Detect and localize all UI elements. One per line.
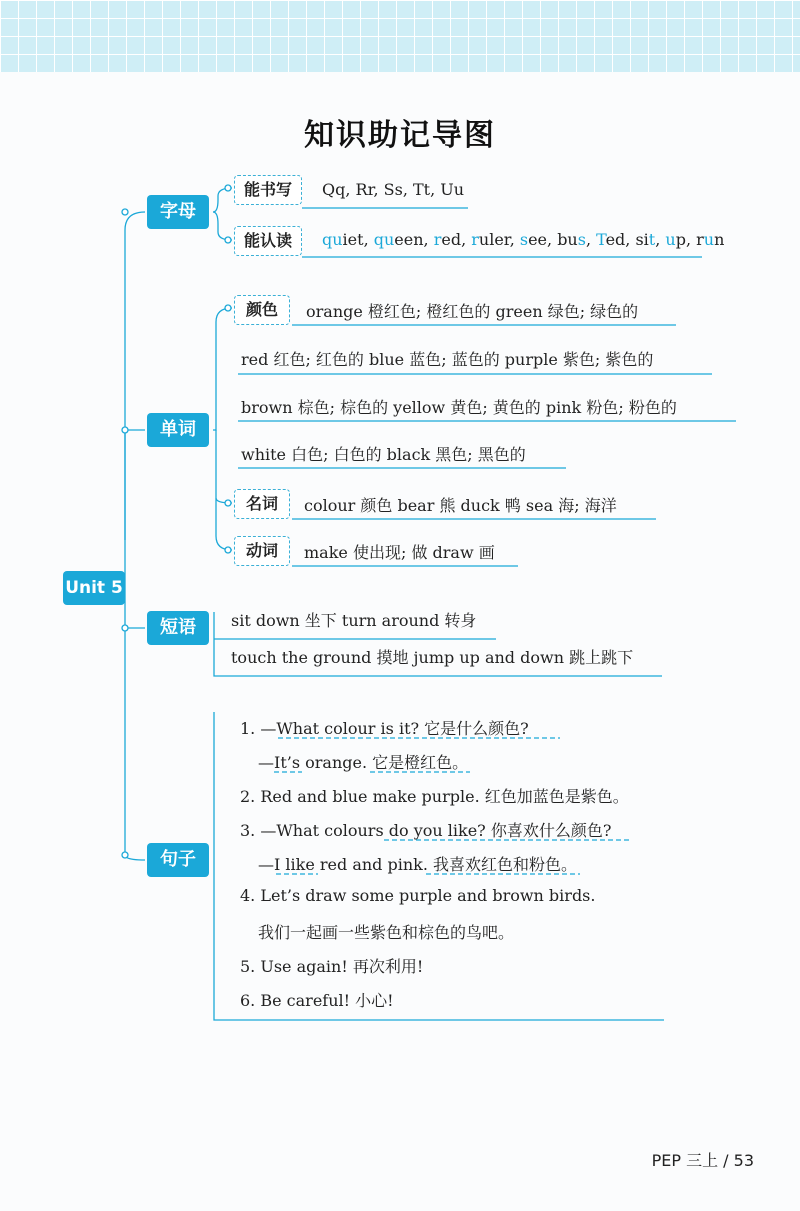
category-letters: 字母 xyxy=(147,195,209,229)
page-title: 知识助记导图 xyxy=(304,118,496,153)
sentence-4a: 4. Let’s draw some purple and brown birds. xyxy=(240,886,596,905)
read-word-rest: n xyxy=(714,230,725,249)
noun-text: colour 颜色 bear 熊 duck 鸭 sea 海; 海洋 xyxy=(304,496,617,515)
sentence-2: 2. Red and blue make purple. 红色加蓝色是紫色。 xyxy=(240,787,629,806)
color-line-3: brown 棕色; 棕色的 yellow 黄色; 黄色的 pink 粉色; 粉色的 xyxy=(241,398,677,417)
category-phrases: 短语 xyxy=(147,611,209,645)
color-line-2: red 红色; 红色的 blue 蓝色; 蓝色的 purple 紫色; 紫色的 xyxy=(241,350,654,369)
category-sentences: 句子 xyxy=(147,843,209,877)
read-word-rest: uler, xyxy=(478,230,520,249)
verb-text: make 使出现; 做 draw 画 xyxy=(304,543,495,562)
read-word-highlight: r xyxy=(433,230,442,249)
sentence-4b: 我们一起画一些紫色和棕色的鸟吧。 xyxy=(258,923,515,942)
read-word-highlight: qu xyxy=(373,230,395,249)
read-word-highlight: u xyxy=(703,230,715,249)
read-word-highlight: s xyxy=(577,230,586,249)
sentence-1a: 1. —What colour is it? 它是什么颜色? xyxy=(240,719,529,738)
unit-tag: Unit 5 xyxy=(63,571,125,605)
page-footer: PEP 三上 / 53 xyxy=(651,1151,754,1170)
letters-read-label: 能认读 xyxy=(234,226,302,256)
phrase-line-1: sit down 坐下 turn around 转身 xyxy=(231,611,477,630)
sentence-5: 5. Use again! 再次利用! xyxy=(240,957,424,976)
read-word-rest: iet, xyxy=(342,230,374,249)
read-word-highlight: u xyxy=(665,230,676,249)
letters-read-text xyxy=(322,230,724,249)
read-word-rest: ee, bu xyxy=(528,230,578,249)
read-word-highlight: s xyxy=(519,230,529,249)
read-word-highlight: qu xyxy=(322,230,343,249)
color-line-1: orange 橙红色; 橙红色的 green 绿色; 绿色的 xyxy=(306,302,639,321)
sentence-3b: —I like red and pink. 我喜欢红色和粉色。 xyxy=(258,855,578,874)
read-word-rest: ed, si xyxy=(605,230,649,249)
read-word-rest: ed, xyxy=(441,230,472,249)
phrase-line-2: touch the ground 摸地 jump up and down 跳上跳下 xyxy=(231,648,634,667)
read-word-rest: , xyxy=(655,230,666,249)
read-word-rest: , xyxy=(585,230,597,249)
read-word-highlight: T xyxy=(596,230,606,249)
letters-write-label: 能书写 xyxy=(234,175,302,205)
words-color-label: 颜色 xyxy=(234,295,290,325)
color-line-4: white 白色; 白色的 black 黑色; 黑色的 xyxy=(241,445,526,464)
sentence-6: 6. Be careful! 小心! xyxy=(240,991,394,1010)
words-verb-label: 动词 xyxy=(234,536,290,566)
read-word-rest: een, xyxy=(394,230,434,249)
letters-write-text: Qq, Rr, Ss, Tt, Uu xyxy=(322,180,465,199)
sentence-1b: —It’s orange. 它是橙红色。 xyxy=(258,753,469,772)
read-word-highlight: t xyxy=(648,230,656,249)
read-word-rest: p, r xyxy=(675,230,704,249)
category-words: 单词 xyxy=(147,413,209,447)
read-word-highlight: r xyxy=(471,230,479,249)
sentence-3a: 3. —What colours do you like? 你喜欢什么颜色? xyxy=(240,821,612,840)
words-noun-label: 名词 xyxy=(234,489,290,519)
